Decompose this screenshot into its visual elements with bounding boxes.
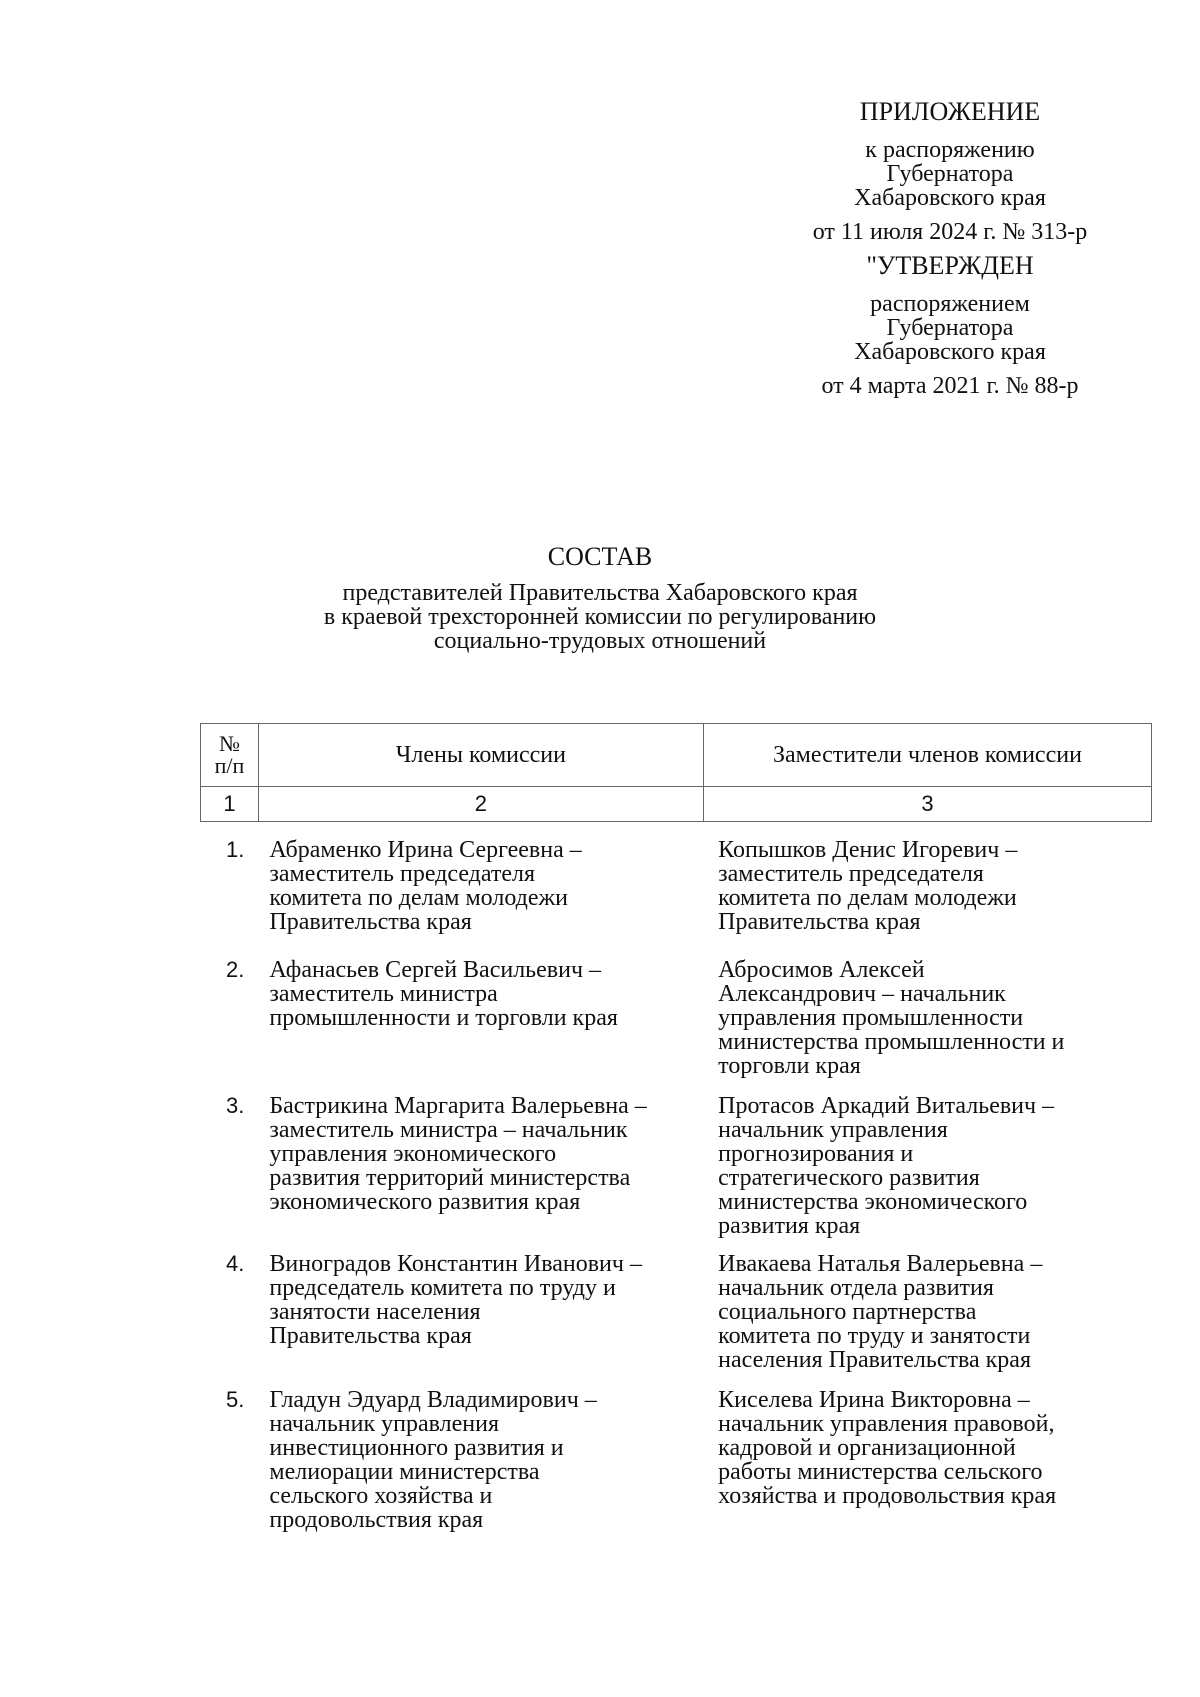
deputy-line: заместитель председателя <box>718 861 984 887</box>
deputy-cell <box>718 838 1152 958</box>
deputy-cell <box>718 1388 1152 1538</box>
member-line: Гладун Эдуард Владимирович – <box>269 1387 597 1413</box>
member-line: Правительства края <box>269 909 472 935</box>
member-cell <box>269 1388 708 1538</box>
member-line: комитета по делам молодежи <box>269 885 568 911</box>
deputy-line: населения Правительства края <box>718 1347 1031 1373</box>
table-body <box>200 838 1152 1538</box>
table-row <box>200 1094 1152 1252</box>
member-cell <box>269 1094 708 1252</box>
deputy-line: Ивакаева Наталья Валерьевна – <box>718 1251 1043 1277</box>
member-line: Виноградов Константин Иванович – <box>269 1251 642 1277</box>
member-line: управления экономического <box>269 1141 557 1167</box>
deputy-line: комитета по труду и занятости <box>718 1323 1031 1349</box>
deputy-line: начальник управления <box>718 1117 948 1143</box>
appendix-header <box>770 97 1130 399</box>
row-number: 1. <box>226 837 245 862</box>
table-row <box>200 1388 1152 1538</box>
member-line: Абраменко Ирина Сергеевна – <box>269 837 582 863</box>
to-order-line-3: Хабаровского края <box>854 185 1046 211</box>
deputy-line: прогнозирования и <box>718 1141 914 1167</box>
member-line: промышленности и торговли края <box>269 1005 618 1031</box>
subtitle-line-2: в краевой трехсторонней комиссии по регулированию <box>323 604 877 630</box>
deputy-line: развития края <box>718 1213 861 1239</box>
deputy-line: кадровой и организационной <box>718 1435 1016 1461</box>
deputy-line: Правительства края <box>718 909 921 935</box>
member-line: Бастрикина Маргарита Валерьевна – <box>269 1093 647 1119</box>
deputy-cell <box>718 958 1152 1094</box>
col-number-2: 2 <box>258 787 703 822</box>
table-row <box>200 958 1152 1094</box>
col-number-1: 1 <box>201 787 259 822</box>
deputy-cell <box>718 1252 1152 1388</box>
member-line: инвестиционного развития и <box>269 1435 564 1461</box>
to-order-line-1: к распоряжению <box>865 137 1035 163</box>
approved-by-line-3: Хабаровского края <box>854 339 1046 365</box>
member-line: развития территорий министерства <box>269 1165 631 1191</box>
member-line: заместитель министра <box>269 981 498 1007</box>
deputy-line: торговли края <box>718 1053 861 1079</box>
document-title-block <box>300 542 900 654</box>
member-cell <box>269 838 708 958</box>
header-num <box>201 724 259 787</box>
deputy-line: управления промышленности <box>718 1005 1024 1031</box>
member-cell <box>269 958 708 1094</box>
row-number: 3. <box>226 1093 245 1118</box>
member-line: заместитель председателя <box>269 861 536 887</box>
document-title: СОСТАВ <box>547 542 653 571</box>
to-order-line-2: Губернатора <box>886 161 1014 187</box>
row-number: 4. <box>226 1251 245 1276</box>
approved-date: от 4 марта 2021 г. № 88-р <box>821 373 1079 399</box>
deputy-line: Киселева Ирина Викторовна – <box>718 1387 1030 1413</box>
deputy-line: Протасов Аркадий Витальевич – <box>718 1093 1055 1119</box>
member-line: заместитель министра – начальник <box>269 1117 628 1143</box>
col-number-3: 3 <box>703 787 1151 822</box>
header-num-sign: № <box>218 731 240 756</box>
row-number: 2. <box>226 957 245 982</box>
deputy-line: стратегического развития <box>718 1165 980 1191</box>
deputy-line: социального партнерства <box>718 1299 977 1325</box>
member-line: мелиорации министерства <box>269 1459 540 1485</box>
deputy-line: работы министерства сельского <box>718 1459 1043 1485</box>
table-row <box>200 1252 1152 1388</box>
approved-by-line-2: Губернатора <box>886 315 1014 341</box>
deputy-line: начальник управления правовой, <box>718 1411 1055 1437</box>
approved-label: "УТВЕРЖДЕН <box>866 251 1034 280</box>
deputy-cell <box>718 1094 1152 1252</box>
appendix-title: ПРИЛОЖЕНИЕ <box>859 97 1041 126</box>
deputy-line: Копышков Денис Игоревич – <box>718 837 1018 863</box>
member-line: председатель комитета по труду и <box>269 1275 616 1301</box>
deputy-line: министерства экономического <box>718 1189 1028 1215</box>
deputy-line: министерства промышленности и <box>718 1029 1065 1055</box>
row-number: 5. <box>226 1387 245 1412</box>
member-line: продовольствия края <box>269 1507 484 1533</box>
table-row <box>200 838 1152 958</box>
member-line: начальник управления <box>269 1411 499 1437</box>
deputy-line: комитета по делам молодежи <box>718 885 1017 911</box>
member-line: занятости населения <box>269 1299 481 1325</box>
order-date: от 11 июля 2024 г. № 313-р <box>812 219 1088 245</box>
member-line: Правительства края <box>269 1323 472 1349</box>
member-line: экономического развития края <box>269 1189 581 1215</box>
deputy-line: хозяйства и продовольствия края <box>718 1483 1057 1509</box>
header-num-abbr: п/п <box>214 753 245 778</box>
subtitle-line-3: социально-трудовых отношений <box>433 628 767 654</box>
deputy-line: Александрович – начальник <box>718 981 1006 1007</box>
member-line: сельского хозяйства и <box>269 1483 493 1509</box>
header-deputies: Заместители членов комиссии <box>703 724 1151 787</box>
approved-by-line-1: распоряжением <box>870 291 1030 317</box>
table-header <box>200 723 1152 822</box>
deputy-line: начальник отдела развития <box>718 1275 994 1301</box>
deputy-line: Абросимов Алексей <box>718 957 925 983</box>
header-members: Члены комиссии <box>258 724 703 787</box>
member-line: Афанасьев Сергей Васильевич – <box>269 957 602 983</box>
subtitle-line-1: представителей Правительства Хабаровского края <box>342 580 858 606</box>
member-cell <box>269 1252 708 1388</box>
